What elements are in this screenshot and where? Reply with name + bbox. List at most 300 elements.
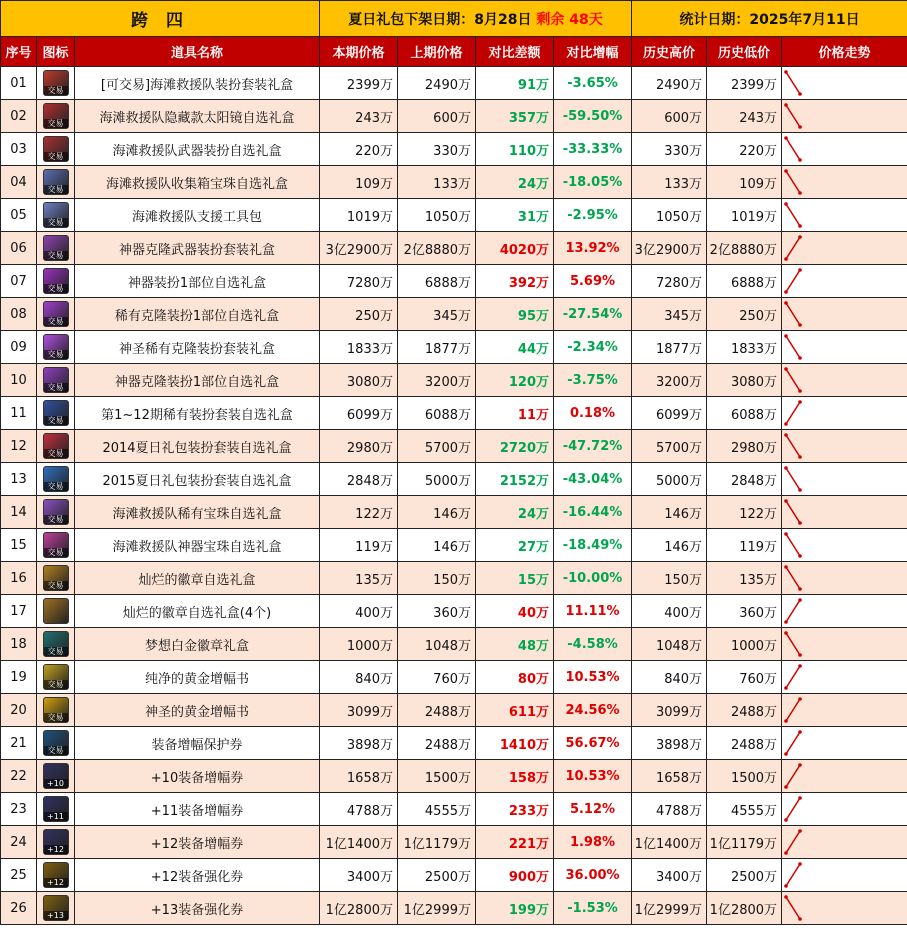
price-change-pct: -1.53% [554, 892, 632, 925]
col-no: 序号 [1, 37, 37, 67]
item-name: 海滩救援队神器宝珠自选礼盒 [75, 529, 320, 562]
row-number: 03 [1, 133, 37, 166]
holy-gold-book-icon [43, 697, 69, 723]
col-history-low: 历史低价 [707, 37, 782, 67]
price-change-pct: -59.50% [554, 100, 632, 133]
trend-cell [782, 67, 907, 100]
item-icon-cell [37, 232, 75, 265]
price-diff: 900万 [476, 859, 554, 892]
history-high: 133万 [632, 166, 707, 199]
icon-label: 交易 [44, 713, 68, 722]
history-high: 6099万 [632, 397, 707, 430]
previous-price: 2亿8880万 [398, 232, 476, 265]
item-icon-cell [37, 694, 75, 727]
row-number: 26 [1, 892, 37, 925]
table-row[interactable] [1, 133, 907, 166]
price-change-pct: 10.53% [554, 661, 632, 694]
table-row[interactable] [1, 397, 907, 430]
item-icon-cell [37, 595, 75, 628]
trend-up-icon [782, 794, 812, 824]
sunglasses-box-icon [43, 103, 69, 129]
history-high: 345万 [632, 298, 707, 331]
item-name: 神圣的黄金增幅书 [75, 694, 320, 727]
row-number: 19 [1, 661, 37, 694]
icon-label: 交易 [44, 350, 68, 359]
row-number: 25 [1, 859, 37, 892]
trend-down-icon [782, 299, 812, 329]
price-diff: 4020万 [476, 232, 554, 265]
item-icon-cell [37, 463, 75, 496]
item-icon-cell [37, 166, 75, 199]
icon-label: +13 [44, 911, 68, 920]
row-number: 23 [1, 793, 37, 826]
table-row[interactable] [1, 364, 907, 397]
holy-rare-set-icon [43, 334, 69, 360]
price-change-pct: -2.95% [554, 199, 632, 232]
remaining-label: 剩余 [536, 11, 565, 28]
price-diff: 2720万 [476, 430, 554, 463]
history-high: 7280万 [632, 265, 707, 298]
trend-down-icon [782, 134, 812, 164]
col-trend: 价格走势 [782, 37, 907, 67]
trend-cell [782, 529, 907, 562]
gem-box-icon [43, 169, 69, 195]
previous-price: 3200万 [398, 364, 476, 397]
item-name: +12装备增幅券 [75, 826, 320, 859]
table-row[interactable] [1, 463, 907, 496]
server-title: 跨 四 [1, 1, 320, 37]
price-change-pct: 0.18% [554, 397, 632, 430]
history-high: 150万 [632, 562, 707, 595]
trend-cell [782, 265, 907, 298]
col-current-price: 本期价格 [320, 37, 398, 67]
row-number: 05 [1, 199, 37, 232]
icon-label: 交易 [44, 185, 68, 194]
trend-up-icon [782, 695, 812, 725]
item-icon-cell [37, 397, 75, 430]
trend-down-icon [782, 200, 812, 230]
price-change-pct: -33.33% [554, 133, 632, 166]
price-change-pct: -47.72% [554, 430, 632, 463]
previous-price: 2490万 [398, 67, 476, 100]
previous-price: 1亿1179万 [398, 826, 476, 859]
stat-date: 统计日期：2025年7月11日 [632, 1, 907, 37]
trend-cell [782, 100, 907, 133]
table-row[interactable] [1, 166, 907, 199]
current-price: 2980万 [320, 430, 398, 463]
trend-cell [782, 430, 907, 463]
trend-up-icon [782, 761, 812, 791]
trend-cell [782, 727, 907, 760]
price-diff: 95万 [476, 298, 554, 331]
deadline-label: 夏日礼包下架日期： [348, 11, 475, 28]
item-name: 神器克隆装扮1部位自选礼盒 [75, 364, 320, 397]
item-icon-cell [37, 727, 75, 760]
table-row[interactable] [1, 892, 907, 925]
history-high: 1658万 [632, 760, 707, 793]
trend-cell [782, 859, 907, 892]
item-name: 海滩救援队稀有宝珠自选礼盒 [75, 496, 320, 529]
price-diff: 2152万 [476, 463, 554, 496]
item-name: 纯净的黄金增幅书 [75, 661, 320, 694]
history-low: 6088万 [707, 397, 782, 430]
history-low: 360万 [707, 595, 782, 628]
history-high: 3898万 [632, 727, 707, 760]
rare-orb-box-icon [43, 499, 69, 525]
season-box-icon [43, 400, 69, 426]
summer-2014-box-icon [43, 433, 69, 459]
item-name: +11装备增幅券 [75, 793, 320, 826]
icon-label: 交易 [44, 515, 68, 524]
table-row[interactable] [1, 232, 907, 265]
history-low: 2500万 [707, 859, 782, 892]
column-header-row [1, 37, 907, 67]
trend-up-icon [782, 233, 812, 263]
current-price: 3099万 [320, 694, 398, 727]
icon-label: +11 [44, 812, 68, 821]
current-price: 840万 [320, 661, 398, 694]
row-number: 17 [1, 595, 37, 628]
history-low: 1500万 [707, 760, 782, 793]
price-change-pct: 24.56% [554, 694, 632, 727]
history-high: 3400万 [632, 859, 707, 892]
trend-down-icon [782, 464, 812, 494]
item-icon-cell [37, 529, 75, 562]
table-row[interactable] [1, 430, 907, 463]
history-high: 2490万 [632, 67, 707, 100]
history-low: 2980万 [707, 430, 782, 463]
icon-label: 交易 [44, 284, 68, 293]
icon-label: 交易 [44, 647, 68, 656]
price-change-pct: -18.05% [554, 166, 632, 199]
price-change-pct: -27.54% [554, 298, 632, 331]
row-number: 15 [1, 529, 37, 562]
history-high: 146万 [632, 529, 707, 562]
item-icon-cell [37, 430, 75, 463]
price-diff: 1410万 [476, 727, 554, 760]
price-diff: 15万 [476, 562, 554, 595]
previous-price: 146万 [398, 496, 476, 529]
current-price: 122万 [320, 496, 398, 529]
item-icon-cell [37, 892, 75, 925]
history-low: 1019万 [707, 199, 782, 232]
history-low: 1亿2800万 [707, 892, 782, 925]
history-low: 1833万 [707, 331, 782, 364]
item-name: 稀有克隆装扮1部位自选礼盒 [75, 298, 320, 331]
price-change-pct: -2.34% [554, 331, 632, 364]
item-icon-cell [37, 67, 75, 100]
trend-cell [782, 826, 907, 859]
previous-price: 1亿2999万 [398, 892, 476, 925]
table-row[interactable] [1, 298, 907, 331]
previous-price: 150万 [398, 562, 476, 595]
current-price: 220万 [320, 133, 398, 166]
previous-price: 600万 [398, 100, 476, 133]
table-row[interactable] [1, 562, 907, 595]
trend-up-icon [782, 662, 812, 692]
table-row[interactable] [1, 529, 907, 562]
row-number: 20 [1, 694, 37, 727]
previous-price: 4555万 [398, 793, 476, 826]
icon-label: 交易 [44, 317, 68, 326]
icon-label: 交易 [44, 218, 68, 227]
price-change-pct: -4.58% [554, 628, 632, 661]
trend-down-icon [782, 893, 812, 923]
history-low: 2488万 [707, 727, 782, 760]
price-change-pct: -3.65% [554, 67, 632, 100]
history-low: 2亿8880万 [707, 232, 782, 265]
trend-cell [782, 562, 907, 595]
trend-cell [782, 760, 907, 793]
table-row[interactable] [1, 760, 907, 793]
price-change-pct: 5.12% [554, 793, 632, 826]
item-icon-cell [37, 760, 75, 793]
item-name: +13装备强化券 [75, 892, 320, 925]
history-low: 109万 [707, 166, 782, 199]
item-icon-cell [37, 562, 75, 595]
icon-label: 交易 [44, 383, 68, 392]
previous-price: 133万 [398, 166, 476, 199]
col-name: 道具名称 [75, 37, 320, 67]
current-price: 109万 [320, 166, 398, 199]
item-name: 海滩救援队支援工具包 [75, 199, 320, 232]
current-price: 135万 [320, 562, 398, 595]
trend-up-icon [782, 860, 812, 890]
table-row[interactable] [1, 496, 907, 529]
table-row[interactable] [1, 199, 907, 232]
history-high: 1048万 [632, 628, 707, 661]
history-low: 1000万 [707, 628, 782, 661]
row-number: 06 [1, 232, 37, 265]
artifact-clone-part-icon [43, 367, 69, 393]
previous-price: 146万 [398, 529, 476, 562]
history-high: 330万 [632, 133, 707, 166]
history-low: 760万 [707, 661, 782, 694]
row-number: 13 [1, 463, 37, 496]
trend-down-icon [782, 101, 812, 131]
price-change-pct: 36.00% [554, 859, 632, 892]
row-number: 10 [1, 364, 37, 397]
gift-box-icon [43, 70, 69, 96]
current-price: 2399万 [320, 67, 398, 100]
table-row[interactable] [1, 100, 907, 133]
trend-cell [782, 364, 907, 397]
col-change-pct: 对比增幅 [554, 37, 632, 67]
item-icon-cell [37, 628, 75, 661]
previous-price: 760万 [398, 661, 476, 694]
row-number: 08 [1, 298, 37, 331]
price-diff: 40万 [476, 595, 554, 628]
current-price: 1亿2800万 [320, 892, 398, 925]
price-diff: 392万 [476, 265, 554, 298]
trend-cell [782, 298, 907, 331]
history-high: 840万 [632, 661, 707, 694]
item-name: 神圣稀有克隆装扮套装礼盒 [75, 331, 320, 364]
history-high: 3亿2900万 [632, 232, 707, 265]
price-change-pct: 56.67% [554, 727, 632, 760]
price-diff: 44万 [476, 331, 554, 364]
row-number: 09 [1, 331, 37, 364]
history-low: 220万 [707, 133, 782, 166]
item-name: 梦想白金徽章礼盒 [75, 628, 320, 661]
table-row[interactable] [1, 793, 907, 826]
item-name: 装备增幅保护券 [75, 727, 320, 760]
row-number: 01 [1, 67, 37, 100]
history-high: 5700万 [632, 430, 707, 463]
trend-down-icon [782, 167, 812, 197]
item-icon-cell [37, 364, 75, 397]
row-number: 21 [1, 727, 37, 760]
header-bar [1, 1, 907, 37]
table-row[interactable] [1, 67, 907, 100]
current-price: 1亿1400万 [320, 826, 398, 859]
amplify-12-icon [43, 829, 69, 855]
item-name: 灿烂的徽章自选礼盒(4个) [75, 595, 320, 628]
item-name: 海滩救援队收集箱宝珠自选礼盒 [75, 166, 320, 199]
table-row[interactable] [1, 628, 907, 661]
trend-down-icon [782, 68, 812, 98]
emblem-box-4-icon [43, 598, 69, 624]
current-price: 1000万 [320, 628, 398, 661]
row-number: 22 [1, 760, 37, 793]
item-icon-cell [37, 859, 75, 892]
trend-cell [782, 397, 907, 430]
price-change-pct: 1.98% [554, 826, 632, 859]
current-price: 1658万 [320, 760, 398, 793]
current-price: 243万 [320, 100, 398, 133]
row-number: 07 [1, 265, 37, 298]
price-diff: 357万 [476, 100, 554, 133]
table-row[interactable] [1, 661, 907, 694]
current-price: 400万 [320, 595, 398, 628]
col-diff: 对比差额 [476, 37, 554, 67]
history-high: 600万 [632, 100, 707, 133]
history-high: 5000万 [632, 463, 707, 496]
price-diff: 110万 [476, 133, 554, 166]
previous-price: 2488万 [398, 694, 476, 727]
previous-price: 5000万 [398, 463, 476, 496]
table-row[interactable] [1, 826, 907, 859]
reinforce-12-icon [43, 862, 69, 888]
table-row[interactable] [1, 727, 907, 760]
summer-2015-box-icon [43, 466, 69, 492]
current-price: 3400万 [320, 859, 398, 892]
deadline-date: 8月28日 [474, 11, 532, 28]
trend-down-icon [782, 563, 812, 593]
price-change-pct: 13.92% [554, 232, 632, 265]
row-number: 02 [1, 100, 37, 133]
history-high: 1050万 [632, 199, 707, 232]
price-change-pct: 10.53% [554, 760, 632, 793]
trend-cell [782, 232, 907, 265]
icon-label: 交易 [44, 548, 68, 557]
price-change-pct: -16.44% [554, 496, 632, 529]
icon-label: +10 [44, 779, 68, 788]
icon-label: 交易 [44, 680, 68, 689]
previous-price: 1048万 [398, 628, 476, 661]
current-price: 3898万 [320, 727, 398, 760]
trend-up-icon [782, 398, 812, 428]
row-number: 04 [1, 166, 37, 199]
icon-label: 交易 [44, 119, 68, 128]
history-high: 3099万 [632, 694, 707, 727]
item-name: 海滩救援队隐藏款太阳镜自选礼盒 [75, 100, 320, 133]
artifact-orb-box-icon [43, 532, 69, 558]
previous-price: 330万 [398, 133, 476, 166]
emblem-box-icon [43, 565, 69, 591]
previous-price: 2500万 [398, 859, 476, 892]
item-name: 2015夏日礼包装扮套装自选礼盒 [75, 463, 320, 496]
price-change-pct: -10.00% [554, 562, 632, 595]
table-row[interactable] [1, 859, 907, 892]
icon-label: 交易 [44, 449, 68, 458]
current-price: 3080万 [320, 364, 398, 397]
item-icon-cell [37, 199, 75, 232]
previous-price: 360万 [398, 595, 476, 628]
previous-price: 1500万 [398, 760, 476, 793]
table-row[interactable] [1, 265, 907, 298]
history-low: 250万 [707, 298, 782, 331]
price-diff: 24万 [476, 496, 554, 529]
artifact-part-box-icon [43, 268, 69, 294]
price-diff: 11万 [476, 397, 554, 430]
price-diff: 221万 [476, 826, 554, 859]
icon-label: 交易 [44, 251, 68, 260]
artifact-weapon-box-icon [43, 235, 69, 261]
row-number: 12 [1, 430, 37, 463]
icon-label: 交易 [44, 152, 68, 161]
item-name: 神器装扮1部位自选礼盒 [75, 265, 320, 298]
item-name: 2014夏日礼包装扮套装自选礼盒 [75, 430, 320, 463]
price-diff: 91万 [476, 67, 554, 100]
history-low: 4555万 [707, 793, 782, 826]
trend-cell [782, 133, 907, 166]
item-name: +10装备增幅券 [75, 760, 320, 793]
trend-up-icon [782, 266, 812, 296]
table-row[interactable] [1, 694, 907, 727]
trend-down-icon [782, 530, 812, 560]
trend-cell [782, 892, 907, 925]
current-price: 4788万 [320, 793, 398, 826]
price-diff: 48万 [476, 628, 554, 661]
item-icon-cell [37, 793, 75, 826]
icon-label: 交易 [44, 581, 68, 590]
price-diff: 24万 [476, 166, 554, 199]
table-row[interactable] [1, 331, 907, 364]
rare-clone-box-icon [43, 301, 69, 327]
trend-cell [782, 694, 907, 727]
previous-price: 5700万 [398, 430, 476, 463]
history-high: 1亿1400万 [632, 826, 707, 859]
table-row[interactable] [1, 595, 907, 628]
trend-down-icon [782, 497, 812, 527]
trend-cell [782, 496, 907, 529]
previous-price: 1050万 [398, 199, 476, 232]
price-diff: 27万 [476, 529, 554, 562]
history-high: 146万 [632, 496, 707, 529]
amplify-10-icon [43, 763, 69, 789]
item-icon-cell [37, 133, 75, 166]
price-diff: 80万 [476, 661, 554, 694]
row-number: 16 [1, 562, 37, 595]
price-change-pct: 5.69% [554, 265, 632, 298]
price-change-pct: -43.04% [554, 463, 632, 496]
deadline-info [320, 1, 632, 37]
reinforce-13-icon [43, 895, 69, 921]
row-number: 18 [1, 628, 37, 661]
trend-down-icon [782, 365, 812, 395]
previous-price: 345万 [398, 298, 476, 331]
